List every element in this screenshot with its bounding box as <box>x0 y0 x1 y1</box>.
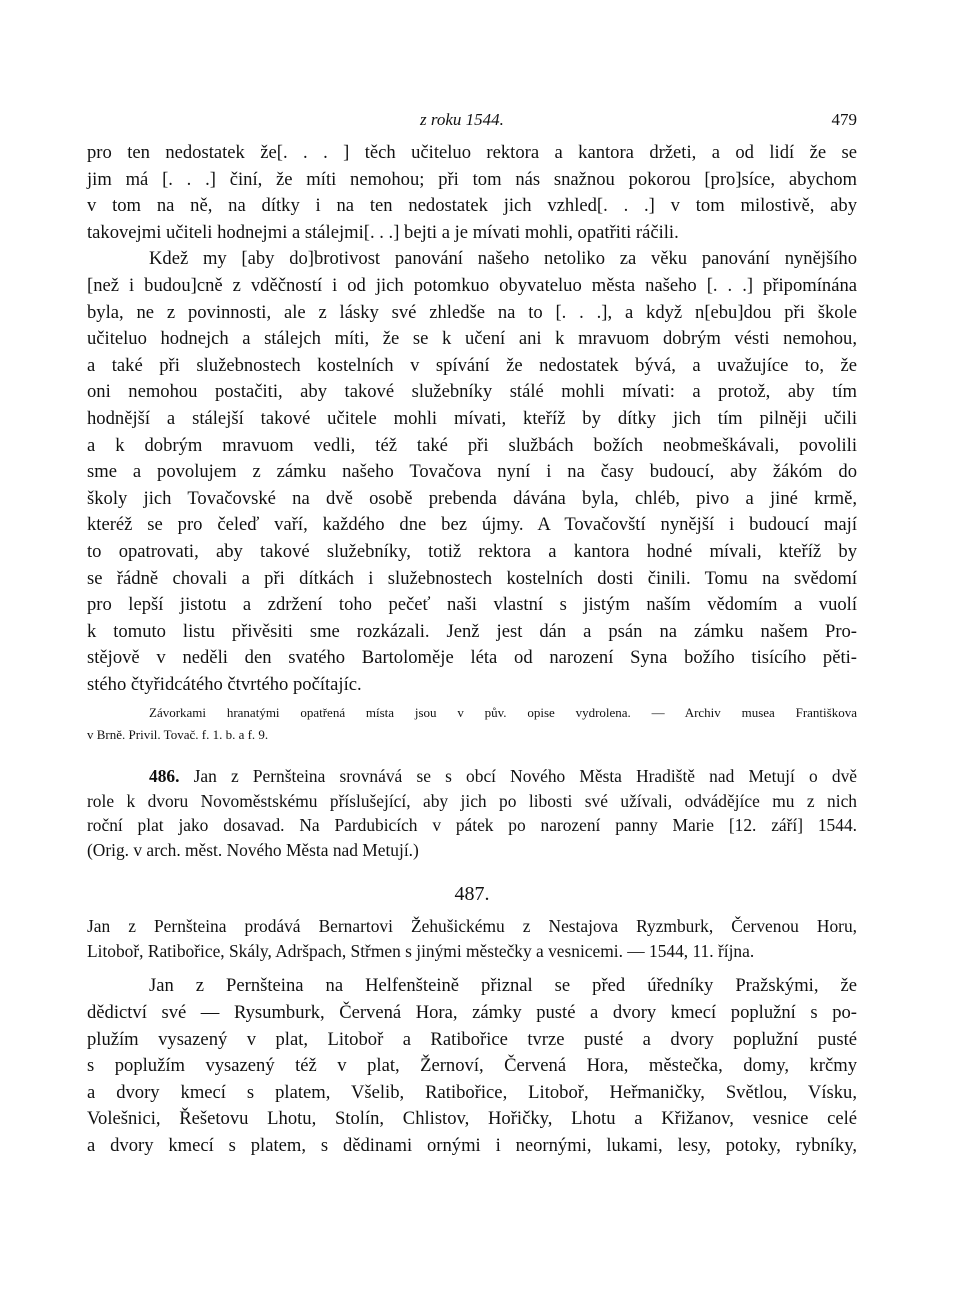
text-line: a také při služebnostech kostelních v spívání že nedostatek bývá, a uvažujíce to, že <box>87 354 857 376</box>
text-line: pro ten nedostatek že[. . . ] těch učiteluo rektora a kantora držeti, a od lidí že se <box>87 142 857 163</box>
regest-line: (Orig. v arch. měst. Nového Města nad Metují.) <box>87 839 419 860</box>
text-line: v tom na ně, na dítky i na ten nedostatek jich vzhled[. . .] v tom milostivě, aby <box>87 195 857 217</box>
text-line: hodnější a stálejší takové učitele mohli mívati, kteříž by dítky jich tím pilněji učili <box>87 407 857 429</box>
text-line: a dvory kmecí s platem, s dědinami ornými i neornými, lukami, lesy, potoky, rybníky, <box>87 1135 857 1157</box>
summary-line: Litoboř, Ratibořice, Skály, Adršpach, Střmen s jinými městečky a vesnicemi. — 1544, 11. října. <box>87 940 755 961</box>
text-line: stějově v neděli den svatého Bartoloměje léta od narození Syna božího tisícího pěti- <box>87 647 857 669</box>
document-continuation <box>87 140 857 746</box>
text-line: to opatrovati, aby takové služebníky, totiž rektora a kantora hodné mívali, kteříž by <box>87 540 857 562</box>
text-line: pro lepší jistotu a zdržení toho pečeť naši vlastní s jistým naším vědomím a vuolí <box>87 594 857 616</box>
text-line: Kdež my [aby do]brotivost panování našeho netoliko za věku panování nynějšího <box>149 248 857 270</box>
text-line: stého čtyřidcátého čtvrtého počítajíc. <box>87 673 362 695</box>
text-line: učiteluo hodnejch a stálejch míti, že se k učení ani k mravuom dobrým vésti nemohou, <box>87 328 857 350</box>
text-line: a k dobrým mravuom vedli, též také při službách božích neobmeškávali, povolili <box>87 434 857 456</box>
text-line: školy jich Tovačovské na dvě osobě prebenda dávána byla, chléb, pivo a jiné krmě, <box>87 487 857 509</box>
text-line: [než i budou]cně z vděčností i od jich potomkuo obyvateluo města našeho [. . .] připomínána <box>87 274 857 296</box>
text-line: Volešnici, Řešetovu Lhotu, Stolín, Chlistov, Hořičky, Lhotu a Křižanov, vesnice celé <box>87 1108 857 1130</box>
text-line: sme a povolujem z zámku našeho Tovačova nyní i na časy budoucí, aby žákóm do <box>87 461 857 483</box>
text-line: Jan z Pernšteina na Helfenšteině přiznal se před úředníky Pražskými, že <box>149 975 857 997</box>
page-number: 479 <box>831 110 857 129</box>
entry-number: 486. <box>149 766 180 787</box>
text-line: takovejmi učiteli hodnejmi a stálejmi[. . .] bejti a je mívati mohli, opatřiti ráčili. <box>87 221 679 243</box>
entry-487-summary <box>87 914 857 963</box>
text-line: byla, ne z povinnosti, ale z lásky své zhledše na to [. . .], a když n[ebu]dou při škole <box>87 301 857 323</box>
document-page <box>87 110 857 1160</box>
text-line: k tomuto listu přivěsiti sme rozkázali. Jenž jest dán a psán na zámku našem Pro- <box>87 620 857 642</box>
text-line: jim má [. . .] činí, že míti nemohou; při tom nás snažnou pokorou [pro]síce, abychom <box>87 168 857 190</box>
text-line: s poplužím vysazený též v plat, Žernoví, Červená Hora, městečka, domy, krčmy <box>87 1055 857 1077</box>
text-line: se řádně chovali a při dítkách i služebnostech kostelních dosti činili. Tomu na svědomí <box>87 567 857 589</box>
regest-line <box>87 764 857 789</box>
text-line: plužím vysazený v plat, Litoboř a Ratibořice tvrze pusté a dvory poplužní pusté <box>87 1028 857 1050</box>
running-header <box>87 110 857 140</box>
running-title: z roku 1544. <box>420 110 504 129</box>
entry-487-body <box>87 973 857 1159</box>
text-line: dědictví své — Rysumburk, Červená Hora, zámky pusté a dvory kmecí poplužní s po- <box>87 1002 857 1024</box>
text-line: a dvory kmecí s platem, Všelib, Ratibořice, Litoboř, Heřmaničky, Světlou, Vísku, <box>87 1081 857 1103</box>
source-note-line: v Brně. Privil. Tovač. f. 1. b. a f. 9. <box>87 727 269 743</box>
source-note <box>87 702 857 724</box>
entry-number-487: 487. <box>454 883 490 906</box>
regest-line: role k dvoru Novoměstskému příslušející, aby jich po libosti své užívali, odvádějíce mu z nich <box>87 790 857 811</box>
entry-486 <box>87 764 857 862</box>
text-line: kteréž se pro čeleď vaří, každého dne bez újmy. A Tovačovští nynější i budoucí mají <box>87 514 857 536</box>
summary-line: Jan z Pernšteina prodává Bernartovi Žehušickému z Nestajova Ryzmburk, Červenou Horu, <box>87 916 857 937</box>
text-line: oni nemohou postačiti, aby takové služebníky stálé mohli mívati: a protož, aby tím <box>87 381 857 403</box>
note-line: Závorkami hranatými opatřená místa jsou v pův. opise vydrolena. — Archiv musea Františkova <box>149 705 857 721</box>
regest-text: Jan z Pernšteina srovnává se s obcí Nového Města Hradiště nad Metují o dvě <box>179 766 857 787</box>
regest-line: roční plat jako dosavad. Na Pardubicích v pátek po narození panny Marie [12. září] 1544. <box>87 815 857 836</box>
